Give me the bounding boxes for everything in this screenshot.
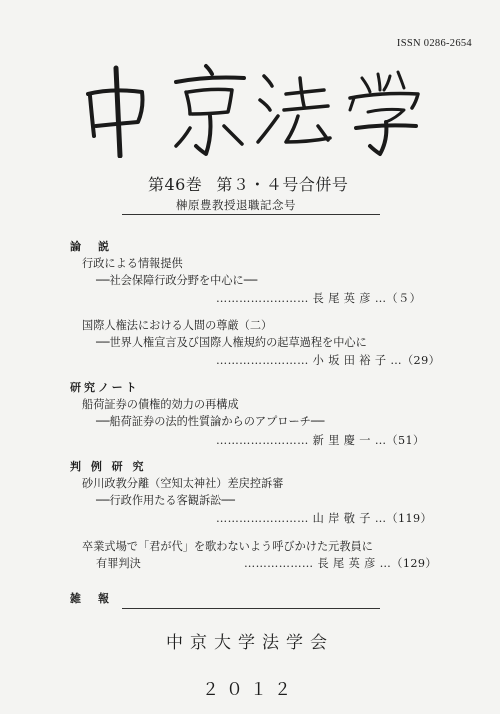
issue-number: 第３・４号合併号 [216, 175, 349, 194]
section-heading-research-note: 研究ノート [70, 381, 140, 394]
calligraphy-title-logo [72, 58, 432, 158]
article-subtitle: ──船荷証券の法的性質論からのアプローチ── [96, 415, 325, 428]
issn-number: ISSN 0286-2654 [396, 38, 472, 49]
article-author: …………………… 山 岸 敬 子 …（119） [216, 512, 433, 525]
publication-year: ２０１２ [202, 680, 298, 699]
article-title: 行政による情報提供 [82, 257, 183, 270]
article-title: 卒業式場で「君が代」を歌わないよう呼びかけた元教員に [82, 540, 373, 553]
article-title: 国際人権法における人間の尊厳（二） [82, 319, 273, 332]
publisher-name: 中京大学法学会 [166, 633, 334, 653]
article-title: 砂川政教分離（空知太神社）差戻控訴審 [82, 477, 284, 490]
divider-top [122, 214, 380, 215]
article-author: …………………… 新 里 慶 一 …（51） [216, 434, 425, 447]
section-heading-case-study: 判 例 研 究 [70, 460, 147, 473]
article-subtitle: 有罪判決 [96, 557, 141, 570]
article-author: ……………… 長 尾 英 彦 …（129） [244, 557, 437, 570]
volume-issue [148, 172, 348, 195]
journal-masthead [72, 58, 432, 158]
article-subtitle: ──社会保障行政分野を中心に── [96, 274, 258, 287]
article-author: …………………… 長 尾 英 彦 …（５） [216, 292, 422, 305]
article-author: …………………… 小 坂 田 裕 子 …（29） [216, 354, 441, 367]
article-subtitle: ──世界人権宣言及び国際人権規約の起草過程を中心に [96, 336, 367, 349]
article-title: 船荷証券の債権的効力の再構成 [82, 398, 239, 411]
section-heading-ronsetsu: 論 説 [70, 240, 112, 253]
article-subtitle: ──行政作用たる客観訴訟── [96, 494, 235, 507]
commemoration-note: 榊原豊教授退職記念号 [176, 198, 296, 212]
volume-number: 第46巻 [148, 175, 203, 194]
divider-bottom [122, 608, 380, 609]
section-heading-news: 雑 報 [70, 592, 112, 605]
